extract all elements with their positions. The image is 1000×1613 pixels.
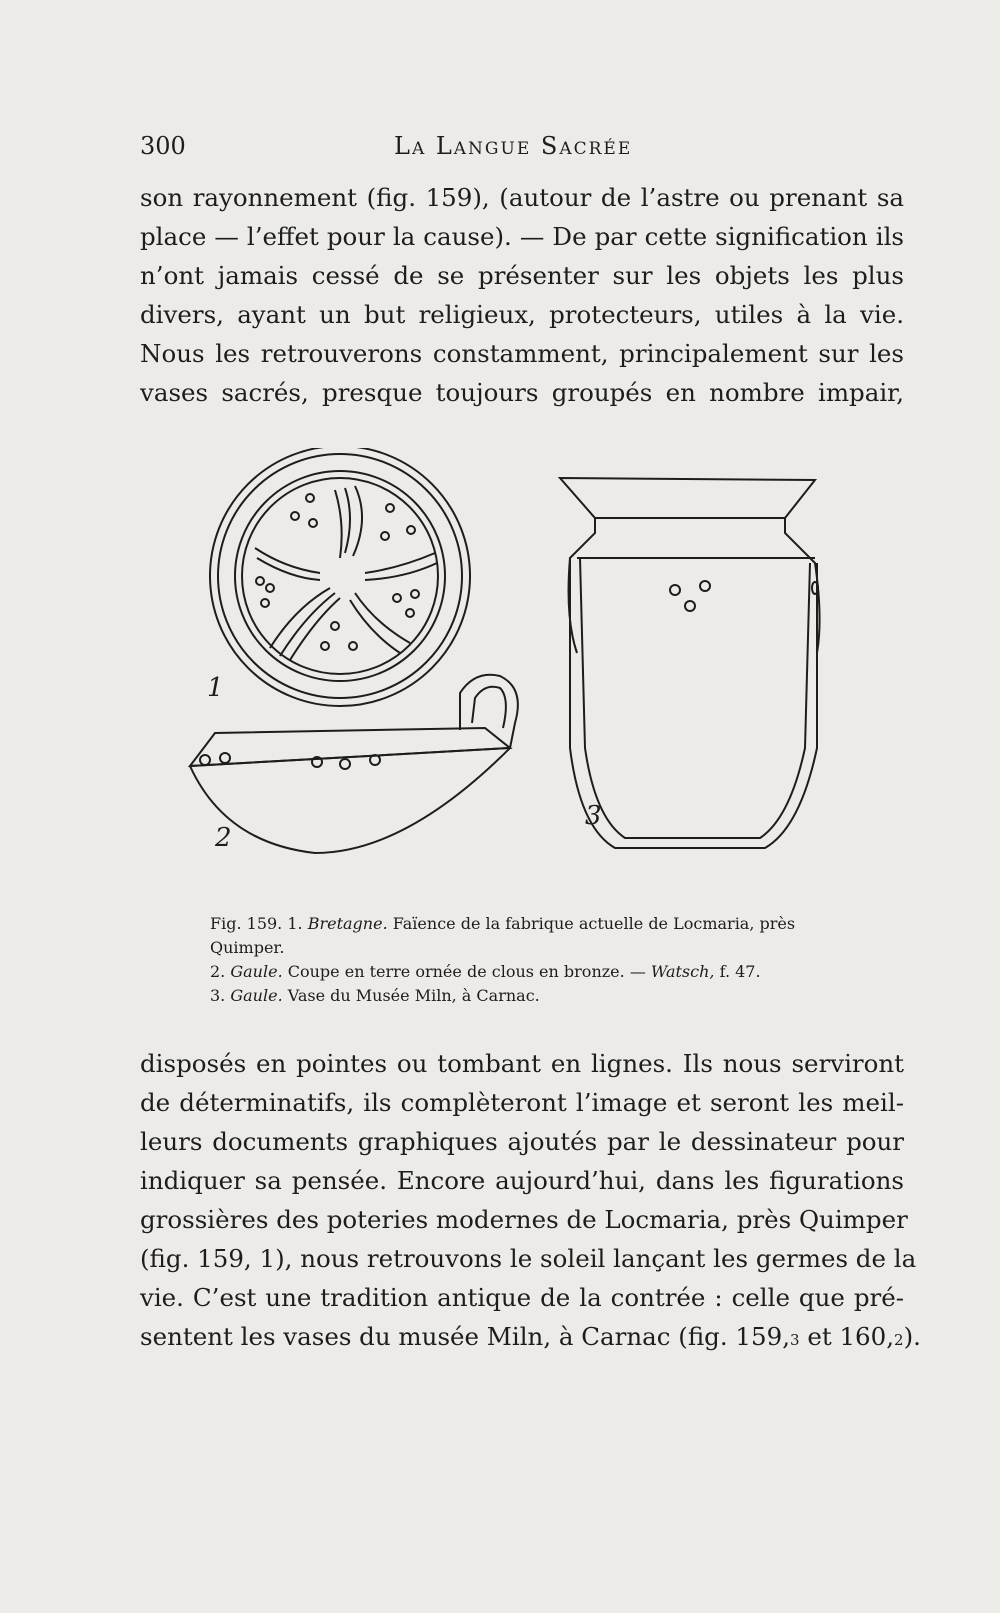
text-fragment: ). <box>903 1322 921 1351</box>
caption-text: Vase du Musée Miln, à Carnac. <box>287 986 540 1005</box>
caption-text: Quimper. <box>210 938 285 957</box>
text-line: leurs documents graphiques ajoutés par le dessinateur pour <box>140 1127 904 1156</box>
caption-place: Gaule. <box>230 986 283 1005</box>
text-line: de déterminatifs, ils complèteront l’image et seront les meil- <box>140 1088 904 1117</box>
vase-drawing <box>560 478 820 848</box>
caption-prefix: 2. <box>210 962 226 981</box>
running-title: La Langue Sacrée <box>394 132 633 160</box>
text-line: Nous les retrouverons constamment, principalement sur les <box>140 339 904 368</box>
text-line: grossières des poteries modernes de Locmaria, près Quimper <box>140 1205 908 1234</box>
figure-caption <box>210 912 870 1008</box>
plate-drawing <box>210 448 470 706</box>
bowl-drawing <box>190 675 518 853</box>
text-line: disposés en pointes ou tombant en lignes. Ils nous serviront <box>140 1049 904 1078</box>
text-line: vases sacrés, presque toujours groupés en nombre impair, <box>140 378 904 407</box>
caption-place: Bretagne. <box>307 914 388 933</box>
figure-ref: 3 <box>789 1331 800 1349</box>
caption-text: Faïence de la fabrique actuelle de Locmaria, près <box>392 914 796 933</box>
figure-159-illustration <box>185 448 855 883</box>
page-header <box>140 132 904 172</box>
text-line: (fig. 159, 1), nous retrouvons le soleil lançant les germes de la <box>140 1244 917 1273</box>
text-line: indiquer sa pensée. Encore aujourd’hui, dans les figurations <box>140 1166 904 1195</box>
bottom-paragraph <box>140 1044 921 1360</box>
figure-label-3: 3 <box>585 801 602 831</box>
text-fragment: sentent les vases du musée Miln, à Carnac (fig. 159, <box>140 1322 790 1351</box>
text-line: son rayonnement (fig. 159), (autour de l’astre ou prenant sa <box>140 183 904 212</box>
caption-place: Gaule. <box>230 962 283 981</box>
text-line-last <box>140 1317 921 1360</box>
text-line: divers, ayant un but religieux, protecteurs, utiles à la vie. <box>140 300 904 329</box>
caption-text: Coupe en terre ornée de clous en bronze. — <box>287 962 646 981</box>
caption-prefix: Fig. 159. 1. <box>210 914 303 933</box>
text-line: n’ont jamais cessé de se présenter sur les objets les plus <box>140 261 904 290</box>
page-number: 300 <box>140 132 186 160</box>
figure-ref: 2 <box>894 1331 904 1349</box>
caption-prefix: 3. <box>210 986 226 1005</box>
text-fragment: et 160, <box>799 1322 895 1351</box>
figure-label-1: 1 <box>207 673 224 703</box>
caption-text: f. 47. <box>719 962 761 981</box>
figure-label-2: 2 <box>215 823 232 853</box>
text-line: place — l’effet pour la cause). — De par cette signification ils <box>140 222 904 251</box>
caption-reference: Watsch, <box>650 962 715 981</box>
top-paragraph <box>140 178 904 412</box>
text-line: vie. C’est une tradition antique de la contrée : celle que pré- <box>140 1283 904 1312</box>
